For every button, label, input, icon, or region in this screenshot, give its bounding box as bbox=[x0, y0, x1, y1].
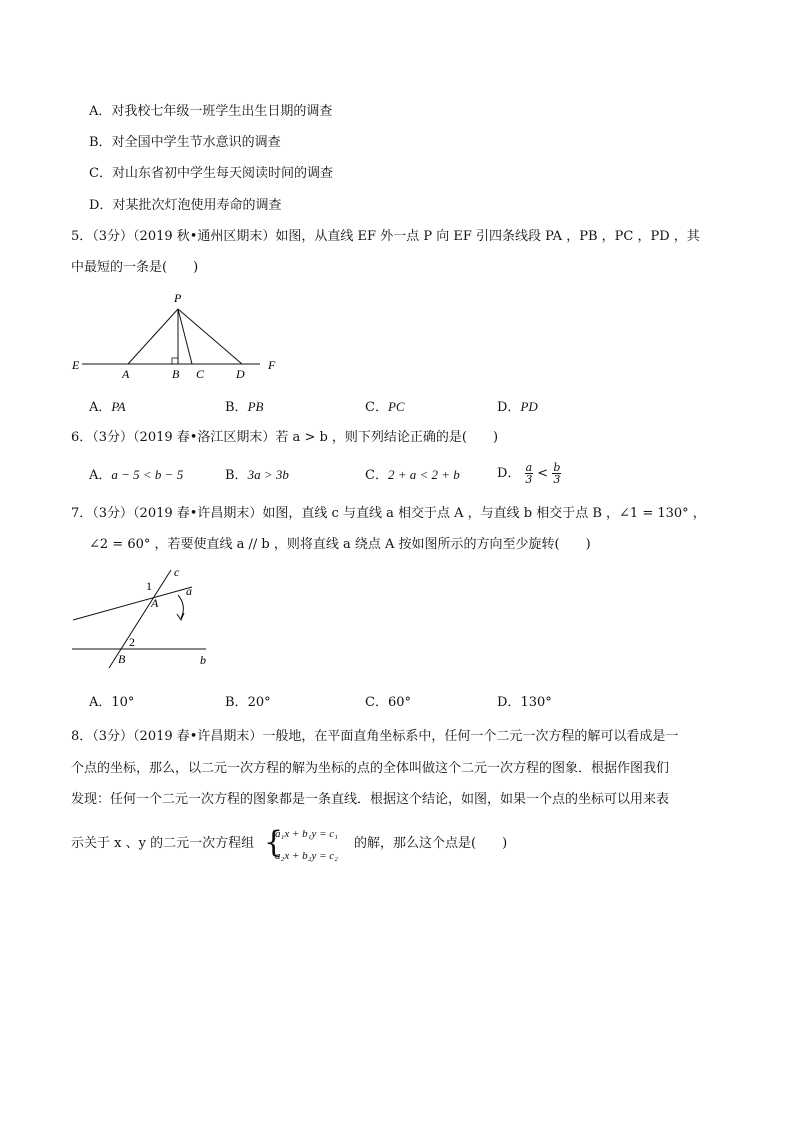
q5-stem-line2: 中最短的一条是( ) bbox=[71, 260, 199, 275]
q4-option-a: A．对我校七年级一班学生出生日期的调查 bbox=[89, 104, 333, 119]
label-b: B bbox=[172, 367, 180, 381]
q8-stem-line1: 8．（3分）（2019 春•许昌期末）一般地，在平面直角坐标系中，任何一个二元一次方程的解可以看成是一 bbox=[71, 729, 679, 744]
q5-option-a: A．PA bbox=[89, 399, 126, 415]
segment-pa bbox=[128, 309, 178, 364]
label-a-line: a bbox=[186, 584, 192, 598]
q6-stem: 6．（3分）（2019 春•洛江区期末）若 a > b ，则下列结论正确的是( ) bbox=[71, 430, 499, 445]
label-angle-1: 1 bbox=[146, 579, 152, 593]
equation-1: a₁x + b₁y = c₁ bbox=[275, 828, 338, 840]
label-a: A bbox=[122, 367, 130, 381]
q7-option-b: B．20° bbox=[225, 695, 271, 710]
q8-stem-line3: 发现：任何一个二元一次方程的图象都是一条直线．根据这个结论，如图，如果一个点的坐标可以用来表 bbox=[71, 792, 670, 807]
q7-option-c: C．60° bbox=[365, 695, 411, 710]
label-point-b: B bbox=[118, 652, 126, 666]
label-c: C bbox=[196, 367, 205, 381]
equation-2: a₂x + b₂y = c₂ bbox=[275, 850, 338, 862]
fraction-a-over-3: $\frac{a}{3}$ bbox=[525, 461, 533, 486]
q6-option-c: C．2 + a < 2 + b bbox=[365, 467, 460, 483]
q7-figure bbox=[60, 560, 220, 672]
right-angle-mark bbox=[172, 358, 178, 364]
label-c: c bbox=[174, 565, 180, 579]
fraction-b-over-3: $\frac{b}{3}$ bbox=[553, 461, 561, 486]
label-f: F bbox=[268, 358, 276, 372]
q7-option-d: D．130° bbox=[497, 695, 552, 710]
rotation-arrow bbox=[178, 595, 183, 618]
label-b-line: b bbox=[200, 653, 206, 667]
label-e: E bbox=[72, 358, 80, 372]
q5-option-d: D．PD bbox=[497, 399, 538, 415]
q8-stem-line2: 个点的坐标，那么，以二元一次方程的解为坐标的点的全体叫做这个二元一次方程的图象．根据作图我们 bbox=[71, 761, 670, 776]
label-point-a: A bbox=[151, 596, 159, 610]
q6-option-b: B．3a > 3b bbox=[225, 467, 289, 483]
q7-option-a: A．10° bbox=[89, 695, 135, 710]
q4-option-d: D．对某批次灯泡使用寿命的调查 bbox=[89, 198, 282, 213]
q6-option-a: A．a − 5 < b − 5 bbox=[89, 467, 184, 483]
label-p: P bbox=[174, 291, 182, 305]
q4-option-b: B．对全国中学生节水意识的调查 bbox=[89, 135, 281, 150]
q5-option-c: C．PC bbox=[365, 399, 405, 415]
segment-pc bbox=[178, 309, 192, 364]
equation-system-brace: { bbox=[264, 825, 284, 860]
label-d: D bbox=[236, 367, 245, 381]
q4-option-c: C．对山东省初中学生每天阅读时间的调查 bbox=[89, 166, 333, 181]
q8-stem-line4-after: 的解，那么这个点是( ) bbox=[354, 836, 508, 851]
q6-option-d: D． $\frac{a}{3}$ < $\frac{b}{3}$ bbox=[497, 461, 561, 486]
q5-figure bbox=[60, 285, 290, 385]
q5-stem-line1: 5．（3分）（2019 秋•通州区期末）如图，从直线 EF 外一点 P 向 EF 引四条线段 PA ，PB ，PC ，PD ，其 bbox=[71, 229, 700, 244]
q7-stem-line1: 7．（3分）（2019 春•许昌期末）如图，直线 c 与直线 a 相交于点 A ，与直线 b 相交于点 B ，∠1 = 130° ， bbox=[71, 506, 706, 521]
segment-pd bbox=[178, 309, 242, 364]
q5-option-b: B．PB bbox=[225, 399, 264, 415]
label-angle-2: 2 bbox=[129, 635, 135, 649]
q8-stem-line4-before: 示关于 x 、y 的二元一次方程组 bbox=[71, 836, 255, 851]
q7-stem-line2: ∠2 = 60° ，若要使直线 a // b ，则将直线 a 绕点 A 按如图所示的方向至少旋转( ) bbox=[89, 537, 591, 552]
line-a bbox=[73, 587, 192, 620]
